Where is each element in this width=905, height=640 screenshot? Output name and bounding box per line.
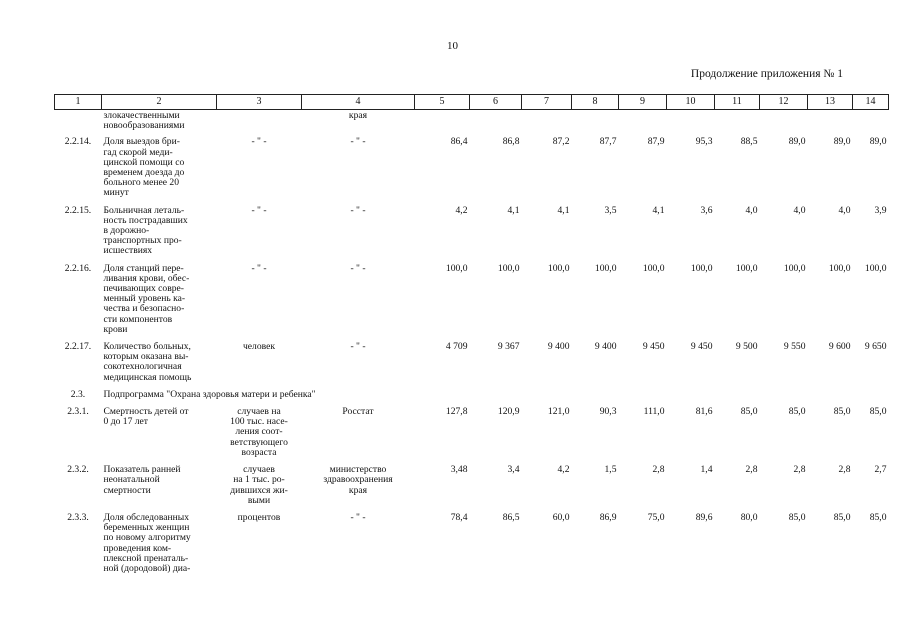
table-row — [55, 513, 889, 581]
indicator-name: Больничная леталь- ность пострадавших в дорожно- транспортных про- исшествиях — [103, 204, 188, 257]
value-cell: 121,0 — [547, 406, 570, 418]
value-cell: 100,0 — [497, 262, 520, 274]
carry-over-name: злокачественными новообразованиями — [103, 110, 185, 132]
value-cell: 86,4 — [450, 136, 468, 148]
value-cell: 100,0 — [690, 262, 713, 274]
table-row — [55, 264, 889, 342]
value-cell: 100,0 — [735, 262, 758, 274]
subprogram-title: Подпрограмма "Охрана здоровья матери и ребенка" — [103, 388, 316, 400]
value-cell: 4,0 — [838, 204, 851, 216]
value-cell: 2,7 — [874, 464, 887, 476]
value-cell: 4,0 — [745, 204, 758, 216]
value-cell: 2,8 — [652, 464, 665, 476]
value-cell: 3,48 — [450, 464, 468, 476]
column-number-row — [55, 95, 889, 110]
value-cell: 95,3 — [695, 136, 713, 148]
value-cell: 75,0 — [647, 511, 665, 523]
value-cell: 9 400 — [594, 341, 617, 353]
page-number: 10 — [447, 40, 458, 52]
column-header: 13 — [808, 95, 853, 110]
carry-over-row — [55, 110, 889, 138]
unit-of-measure: процентов — [237, 511, 281, 523]
value-cell: 85,0 — [833, 511, 851, 523]
value-cell: 100,0 — [594, 262, 617, 274]
table-row — [55, 465, 889, 513]
unit-of-measure: - " - — [251, 262, 267, 274]
value-cell: 85,0 — [788, 406, 806, 418]
indicator-name: Доля выездов бри- гад скорой меди- цинской помощи со временем доезда до больного менее 20 минут — [103, 136, 185, 199]
table-row — [55, 206, 889, 264]
value-cell: 3,4 — [507, 464, 520, 476]
unit-of-measure: случаев на 1 тыс. ро- дившихся жи- выми — [230, 464, 288, 506]
data-source: - " - — [350, 341, 366, 353]
table-row — [55, 407, 889, 465]
value-cell: 4,1 — [507, 204, 520, 216]
value-cell: 85,0 — [869, 406, 887, 418]
value-cell: 87,2 — [552, 136, 570, 148]
row-number: 2.2.14. — [64, 136, 92, 148]
value-cell: 85,0 — [788, 511, 806, 523]
value-cell: 100,0 — [445, 262, 468, 274]
table-row — [55, 137, 889, 205]
indicator-name: Доля станций пере- ливания крови, обес- печивающих совре- менный уровень ка- чества и безопасно- сти компонентов крови — [103, 262, 190, 335]
value-cell: 89,0 — [788, 136, 806, 148]
value-cell: 3,9 — [874, 204, 887, 216]
indicator-name: Показатель ранней неонатальной смертности — [103, 464, 181, 496]
value-cell: 2,8 — [838, 464, 851, 476]
value-cell: 87,7 — [599, 136, 617, 148]
value-cell: 3,6 — [700, 204, 713, 216]
column-header: 8 — [572, 95, 619, 110]
subprogram-row — [55, 390, 889, 407]
value-cell: 120,9 — [497, 406, 520, 418]
value-cell: 100,0 — [864, 262, 887, 274]
value-cell: 111,0 — [643, 406, 665, 418]
indicator-name: Количество больных, которым оказана вы- сокотехнологичная медицинская помощь — [103, 341, 192, 383]
value-cell: 80,0 — [740, 511, 758, 523]
data-source: - " - — [350, 511, 366, 523]
row-number: 2.2.16. — [64, 262, 92, 274]
value-cell: 89,0 — [833, 136, 851, 148]
indicators-table — [54, 94, 889, 581]
value-cell: 9 450 — [642, 341, 665, 353]
column-header: 14 — [853, 95, 889, 110]
unit-of-measure: - " - — [251, 136, 267, 148]
value-cell: 100,0 — [642, 262, 665, 274]
value-cell: 85,0 — [869, 511, 887, 523]
carry-over-source: края — [348, 110, 368, 121]
value-cell: 2,8 — [745, 464, 758, 476]
value-cell: 100,0 — [828, 262, 851, 274]
data-source: министерство здравоохранения края — [323, 464, 393, 496]
value-cell: 9 600 — [828, 341, 851, 353]
value-cell: 81,6 — [695, 406, 713, 418]
column-header: 6 — [470, 95, 522, 110]
indicator-name: Смертность детей от 0 до 17 лет — [103, 406, 189, 428]
value-cell: 4,1 — [557, 204, 570, 216]
data-source: - " - — [350, 204, 366, 216]
data-source: - " - — [350, 262, 366, 274]
column-header: 2 — [102, 95, 217, 110]
indicator-name: Доля обследованных беременных женщин по новому алгоритму проведения ком- плексной пренаталь- ной (дородовой) диа- — [103, 511, 191, 574]
value-cell: 9 400 — [547, 341, 570, 353]
value-cell: 100,0 — [783, 262, 806, 274]
value-cell: 9 367 — [497, 341, 520, 353]
value-cell: 4,2 — [557, 464, 570, 476]
column-header: 11 — [715, 95, 760, 110]
subprogram-number: 2.3. — [70, 388, 86, 400]
value-cell: 86,9 — [599, 511, 617, 523]
table-row — [55, 342, 889, 390]
column-header: 5 — [415, 95, 470, 110]
column-header: 7 — [522, 95, 572, 110]
column-header: 4 — [302, 95, 415, 110]
value-cell: 87,9 — [647, 136, 665, 148]
value-cell: 88,5 — [740, 136, 758, 148]
unit-of-measure: случаев на 100 тыс. насе- ления соот- ветствующего возраста — [230, 406, 288, 458]
value-cell: 4,2 — [455, 204, 468, 216]
row-number: 2.3.2. — [67, 464, 89, 476]
value-cell: 85,0 — [740, 406, 758, 418]
value-cell: 4,1 — [652, 204, 665, 216]
appendix-continuation-label: Продолжение приложения № 1 — [690, 68, 843, 80]
value-cell: 9 450 — [690, 341, 713, 353]
value-cell: 89,0 — [869, 136, 887, 148]
value-cell: 86,8 — [502, 136, 520, 148]
unit-of-measure: - " - — [251, 204, 267, 216]
value-cell: 100,0 — [547, 262, 570, 274]
value-cell: 78,4 — [450, 511, 468, 523]
column-header: 9 — [619, 95, 667, 110]
column-header: 3 — [217, 95, 302, 110]
value-cell: 85,0 — [833, 406, 851, 418]
row-number: 2.3.1. — [67, 406, 89, 418]
value-cell: 4,0 — [793, 204, 806, 216]
column-header: 12 — [760, 95, 808, 110]
value-cell: 9 650 — [864, 341, 887, 353]
value-cell: 9 550 — [783, 341, 806, 353]
column-header: 1 — [55, 95, 102, 110]
data-source: - " - — [350, 136, 366, 148]
data-source: Росстат — [342, 406, 374, 418]
row-number: 2.2.15. — [64, 204, 92, 216]
row-number: 2.3.3. — [67, 511, 89, 523]
value-cell: 3,5 — [604, 204, 617, 216]
value-cell: 60,0 — [552, 511, 570, 523]
value-cell: 89,6 — [695, 511, 713, 523]
value-cell: 2,8 — [793, 464, 806, 476]
value-cell: 127,8 — [445, 406, 468, 418]
unit-of-measure: человек — [242, 341, 276, 353]
value-cell: 86,5 — [502, 511, 520, 523]
value-cell: 1,5 — [604, 464, 617, 476]
value-cell: 4 709 — [445, 341, 468, 353]
row-number: 2.2.17. — [64, 341, 92, 353]
value-cell: 1,4 — [700, 464, 713, 476]
column-header: 10 — [667, 95, 715, 110]
value-cell: 9 500 — [735, 341, 758, 353]
value-cell: 90,3 — [599, 406, 617, 418]
